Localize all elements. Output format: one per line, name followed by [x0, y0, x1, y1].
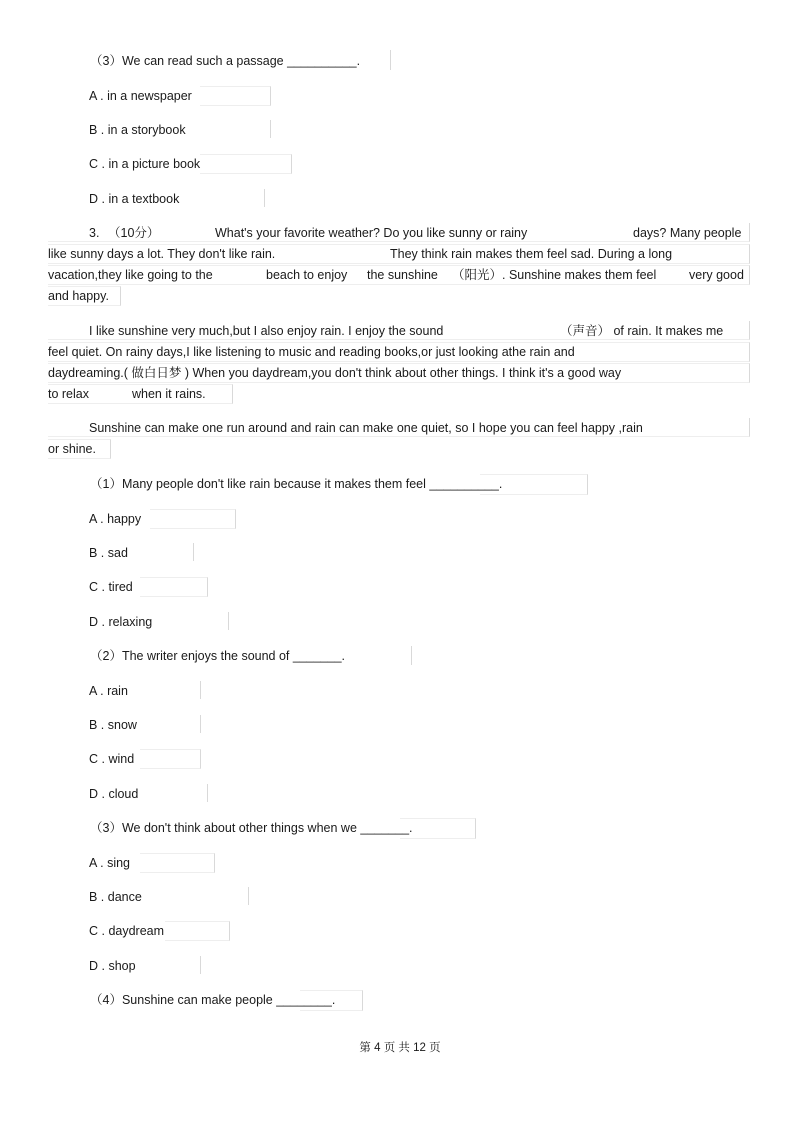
- line-frame: [400, 818, 476, 839]
- passage-text: like sunny days a lot. They don't like rain.: [48, 247, 276, 261]
- passage-text: vacation,they like going to the: [48, 268, 213, 282]
- passage-text: to relax: [48, 387, 89, 401]
- divider: [248, 887, 249, 905]
- option-a: A . sing: [89, 856, 130, 870]
- option-frame: [140, 577, 208, 597]
- question-text: （1）Many people don't like rain because it makes them feel __________.: [90, 477, 503, 491]
- option-c: C . in a picture book: [89, 157, 201, 171]
- option-frame: [165, 921, 230, 941]
- option-d: D . cloud: [89, 787, 139, 801]
- passage-text: feel quiet. On rainy days,I like listening to music and reading books,or just looking athe rain and: [48, 345, 575, 359]
- divider: [200, 956, 201, 974]
- divider: [264, 189, 265, 207]
- divider: [270, 120, 271, 138]
- line-frame: [48, 439, 111, 459]
- passage-text: daydreaming.( 做白日梦 ) When you daydream,you don't think about other things. I think it's a good way: [48, 366, 622, 380]
- passage-text: very good: [689, 268, 744, 282]
- option-c: C . daydream: [89, 924, 165, 938]
- line-frame: [48, 418, 750, 437]
- line-frame: [48, 286, 121, 306]
- passage-text: the sunshine: [367, 268, 438, 282]
- line-frame: [48, 384, 233, 404]
- passage-text: or shine.: [48, 442, 96, 456]
- option-c: C . tired: [89, 580, 133, 594]
- option-frame: [200, 86, 271, 106]
- question-text: （3）We can read such a passage __________.: [90, 54, 361, 68]
- option-c: C . wind: [89, 752, 135, 766]
- divider: [411, 646, 412, 665]
- line-frame: [48, 244, 750, 264]
- option-a: A . happy: [89, 512, 142, 526]
- option-d: D . in a textbook: [89, 192, 180, 206]
- line-frame: [48, 342, 750, 362]
- divider: [200, 715, 201, 733]
- question-number: 3.: [89, 226, 100, 240]
- line-frame: [48, 321, 750, 340]
- option-frame: [200, 154, 292, 174]
- option-b: B . snow: [89, 718, 137, 732]
- passage-text: Sunshine can make one run around and rain can make one quiet, so I hope you can feel happy ,rain: [89, 421, 643, 435]
- line-frame: [48, 223, 750, 242]
- page-footer: 第 4 页 共 12 页: [359, 1042, 441, 1054]
- passage-text: and happy.: [48, 289, 109, 303]
- question-text: （4）Sunshine can make people ________.: [90, 993, 336, 1007]
- passage-text: I like sunshine very much,but I also enjoy rain. I enjoy the sound: [89, 324, 444, 338]
- option-b: B . dance: [89, 890, 142, 904]
- line-frame: [48, 265, 750, 285]
- divider: [193, 543, 194, 561]
- option-frame: [140, 853, 215, 873]
- passage-text: They think rain makes them feel sad. During a long: [390, 247, 673, 261]
- option-a: A . rain: [89, 684, 128, 698]
- passage-text: （声音） of rain. It makes me: [560, 324, 724, 338]
- option-frame: [140, 749, 201, 769]
- divider: [390, 50, 391, 70]
- passage-text: What's your favorite weather? Do you like sunny or rainy: [215, 226, 528, 240]
- divider: [207, 784, 208, 802]
- question-points: （10分）: [108, 226, 160, 240]
- divider: [228, 612, 229, 630]
- passage-text: when it rains.: [132, 387, 206, 401]
- line-frame: [48, 363, 750, 383]
- option-a: A . in a newspaper: [89, 89, 192, 103]
- divider: [200, 681, 201, 699]
- question-text: （3）We don't think about other things when we _______.: [90, 821, 413, 835]
- option-d: D . relaxing: [89, 615, 153, 629]
- option-b: B . in a storybook: [89, 123, 186, 137]
- passage-text: days? Many people: [633, 226, 742, 240]
- passage-text: （阳光）. Sunshine makes them feel: [452, 268, 657, 282]
- passage-text: beach to enjoy: [266, 268, 348, 282]
- line-frame: [300, 990, 363, 1011]
- question-text: （2）The writer enjoys the sound of _______.: [90, 649, 346, 663]
- option-frame: [150, 509, 236, 529]
- option-b: B . sad: [89, 546, 128, 560]
- option-d: D . shop: [89, 959, 136, 973]
- line-frame: [480, 474, 588, 495]
